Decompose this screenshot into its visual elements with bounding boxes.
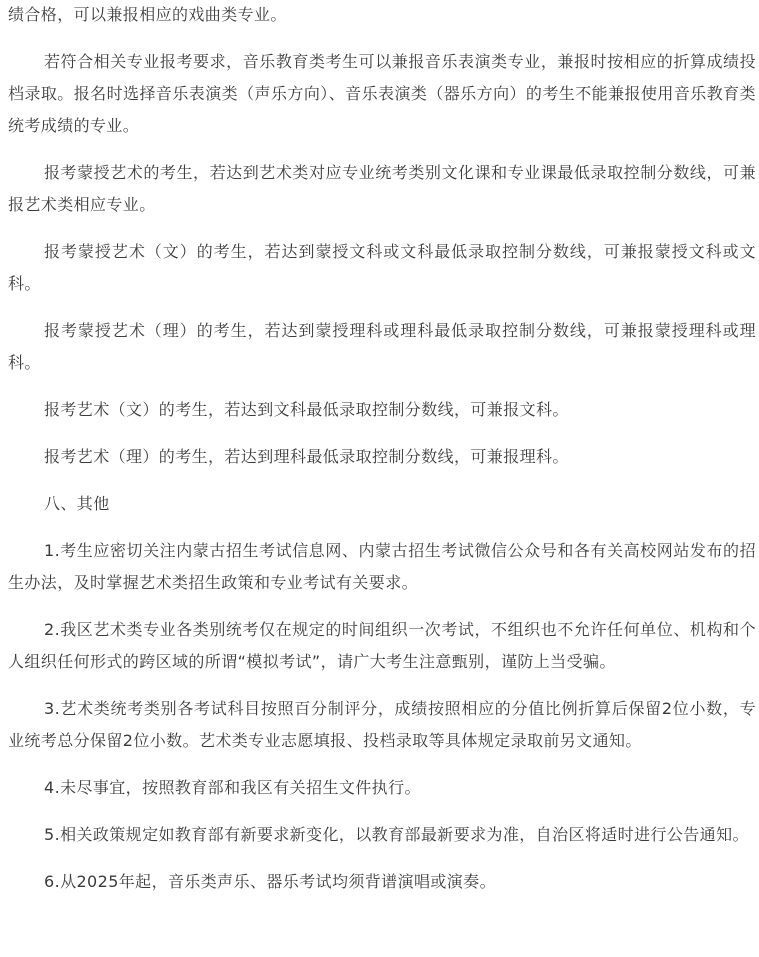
item-2: 2.我区艺术类专业各类别统考仅在规定的时间组织一次考试，不组织也不允许任何单位、机构和个人组织任何形式的跨区域的所谓“模拟考试”，请广大考生注意甄别，谨防上当受骗。	[8, 620, 756, 671]
paragraph-continuation: 绩合格，可以兼报相应的戏曲类专业。	[8, 5, 287, 24]
paragraph-art-science: 报考艺术（理）的考生，若达到理科最低录取控制分数线，可兼报理科。	[44, 447, 569, 466]
paragraph-mongolian-art-liberal: 报考蒙授艺术（文）的考生，若达到蒙授文科或文科最低录取控制分数线，可兼报蒙授文科或文科。	[8, 242, 756, 293]
item-1: 1.考生应密切关注内蒙古招生考试信息网、内蒙古招生考试微信公众号和各有关高校网站发布的招生办法，及时掌握艺术类招生政策和专业考试有关要求。	[8, 541, 756, 592]
paragraph-music-education: 若符合相关专业报考要求，音乐教育类考生可以兼报音乐表演类专业，兼报时按相应的折算成绩投档录取。报名时选择音乐表演类（声乐方向）、音乐表演类（器乐方向）的考生不能兼报使用音乐教育类统考成绩的专业。	[8, 52, 756, 135]
paragraph-art-liberal: 报考艺术（文）的考生，若达到文科最低录取控制分数线，可兼报文科。	[44, 400, 569, 419]
item-3: 3.艺术类统考类别各考试科目按照百分制评分，成绩按照相应的分值比例折算后保留2位小数，专业统考总分保留2位小数。艺术类专业志愿填报、投档录取等具体规定录取前另文通知。	[8, 699, 756, 750]
paragraph-mongolian-art: 报考蒙授艺术的考生，若达到艺术类对应专业统考类别文化课和专业课最低录取控制分数线，可兼报艺术类相应专业。	[8, 163, 756, 214]
section-heading-other: 八、其他	[44, 494, 110, 513]
paragraph-mongolian-art-science: 报考蒙授艺术（理）的考生，若达到蒙授理科或理科最低录取控制分数线，可兼报蒙授理科或理科。	[8, 321, 756, 372]
item-5: 5.相关政策规定如教育部有新要求新变化，以教育部最新要求为准，自治区将适时进行公告通知。	[44, 825, 749, 844]
item-6: 6.从2025年起，音乐类声乐、器乐考试均须背谱演唱或演奏。	[44, 872, 496, 891]
item-4: 4.未尽事宜，按照教育部和我区有关招生文件执行。	[44, 778, 421, 797]
article-body	[8, 0, 756, 898]
